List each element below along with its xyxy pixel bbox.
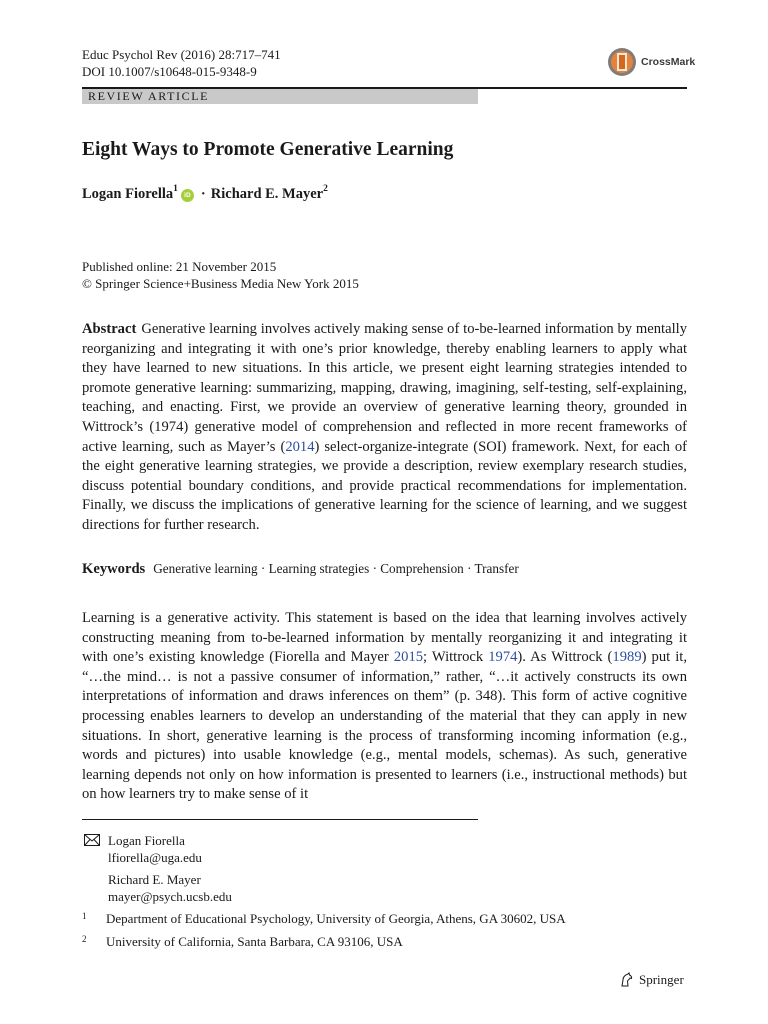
body-text: Learning is a generative activity. This statement is based on the idea that learning involves actively constructing meaning from to-be-learned information by mentally reorganizing it and integrating it with one’s existing knowledge (Fiorella and Mayer	[82, 610, 687, 666]
citation-link[interactable]: 1974	[488, 649, 518, 666]
body-text: ; Wittrock	[423, 649, 489, 666]
body-paragraph	[82, 609, 687, 805]
body-text: ) put it, “…the mind… is not a passive consumer of information,” rather, “…it actively constructs its own interpretations of information and draws inferences on them” (p. 348). This form of active cognitive processing enables learners to develop an understanding of the material that they can apply in new situations. In short, generative learning is the process of transforming incoming information (e.g., words and pictures) into usable knowledge (e.g., mental models, schemas). As such, generative learning depends not only on how information is presented to learners (i.e., instructional methods) but on how learners try to make sense of it	[82, 649, 687, 803]
journal-citation: Educ Psychol Rev (2016) 28:717–741	[82, 47, 281, 62]
crossmark-badge[interactable]	[607, 47, 695, 77]
journal-meta	[82, 47, 281, 80]
abstract-text: ) select-organize-integrate (SOI) framework. Next, for each of the eight generative learning strategies, we provide a description, review exemplary research studies, discuss potential boundary conditions, and provide practical recommendations for implementation. Finally, we discuss the implications of generative learning for the science of learning, and we suggest directions for further research.	[82, 438, 687, 533]
keywords	[82, 561, 519, 578]
affiliation-number: 2	[82, 934, 87, 944]
abstract	[82, 320, 687, 536]
author-name[interactable]: Logan Fiorella	[82, 186, 174, 202]
citation-link[interactable]: 2015	[393, 649, 424, 666]
contact-email[interactable]: lfiorella@uga.edu	[108, 849, 202, 865]
orcid-icon[interactable]: iD	[181, 189, 194, 202]
body-text: ). As Wittrock (	[517, 649, 613, 666]
citation-link[interactable]: 1989	[612, 649, 642, 666]
author-separator: ·	[200, 186, 206, 202]
article-type-band	[82, 89, 478, 104]
article-title: Eight Ways to Promote Generative Learning	[82, 139, 454, 160]
author-affiliation-ref: 1	[173, 184, 178, 194]
citation-link[interactable]: 2014	[285, 438, 315, 455]
affiliation-text: Department of Educational Psychology, University of Georgia, Athens, GA 30602, USA	[106, 911, 566, 926]
abstract-label: Abstract	[82, 321, 137, 337]
publisher-name: Springer	[639, 972, 684, 987]
contact-email[interactable]: mayer@psych.ucsb.edu	[108, 888, 232, 904]
publisher-logo	[619, 972, 684, 988]
publication-info	[82, 259, 359, 292]
author-name[interactable]: Richard E. Mayer	[210, 186, 324, 202]
springer-horse-icon	[619, 972, 635, 988]
keywords-label: Keywords	[82, 561, 146, 577]
keywords-text: Generative learning · Learning strategies · Comprehension · Transfer	[153, 561, 519, 576]
article-type: REVIEW ARTICLE	[88, 89, 210, 103]
published-date: Published online: 21 November 2015	[82, 259, 277, 274]
correspondence-author	[108, 872, 232, 905]
affiliation-text: University of California, Santa Barbara, CA 93106, USA	[106, 934, 403, 949]
copyright: © Springer Science+Business Media New York 2015	[82, 275, 359, 291]
doi[interactable]: DOI 10.1007/s10648-015-9348-9	[82, 63, 257, 79]
contact-name: Richard E. Mayer	[108, 872, 201, 887]
crossmark-icon	[607, 47, 637, 77]
affiliation-number: 1	[82, 911, 87, 921]
contact-name: Logan Fiorella	[108, 833, 185, 848]
author-affiliation-ref: 2	[323, 184, 328, 194]
envelope-icon	[84, 834, 100, 846]
footnote-rule	[82, 819, 478, 820]
author-line	[82, 186, 328, 203]
crossmark-label: CrossMark	[641, 56, 696, 68]
abstract-text: Generative learning involves actively making sense of to-be-learned information by mentally reorganizing and integrating it with one’s prior knowledge, thereby enabling learners to apply what they have learned to new situations. In this article, we present eight learning strategies intended to promote generative learning: summarizing, mapping, drawing, imagining, self-testing, self-explaining, teaching, and enacting. First, we provide an overview of generative learning theory, grounded in Wittrock’s (1974) generative model of comprehension and reflected in more recent frameworks of active learning, such as Mayer’s (	[82, 321, 687, 455]
correspondence-author	[108, 833, 202, 866]
